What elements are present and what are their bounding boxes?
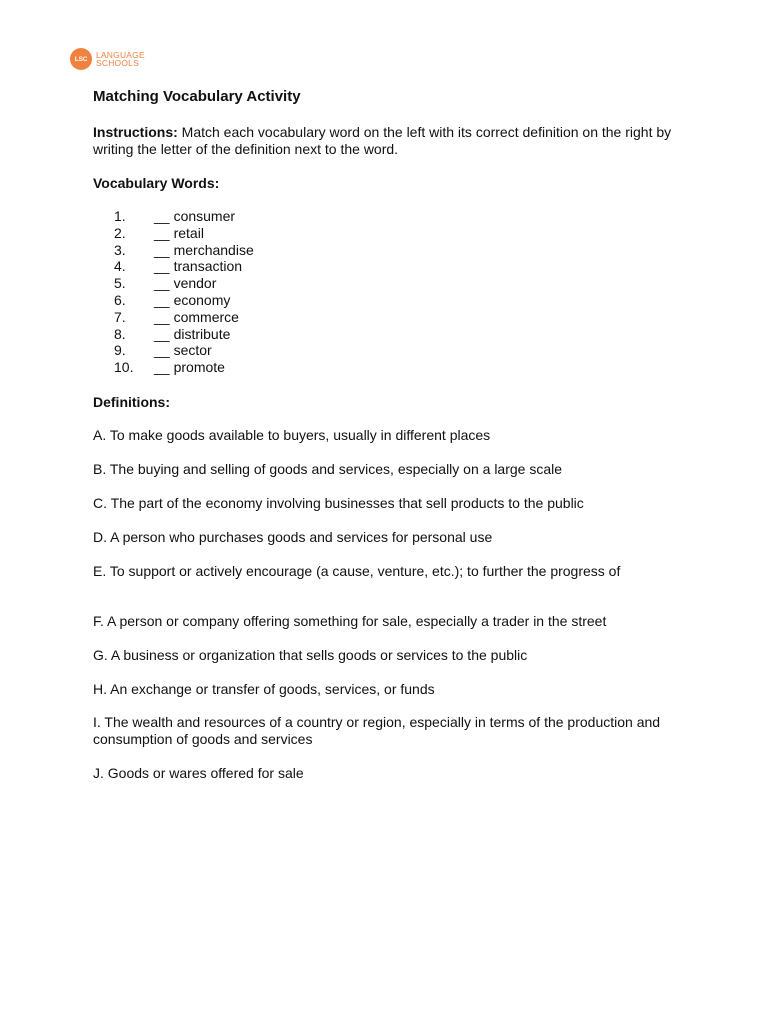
logo-wordmark	[96, 51, 145, 67]
instructions-text: Match each vocabulary word on the left with its correct definition on the right by writing the letter of the definition next to the word.	[93, 124, 672, 157]
vocabulary-word: economy	[173, 291, 231, 308]
vocabulary-list	[114, 208, 254, 376]
definitions-heading: Definitions:	[93, 394, 170, 410]
answer-blank: __	[154, 325, 170, 342]
vocabulary-item	[114, 258, 254, 275]
instructions-label: Instructions:	[93, 124, 178, 140]
vocabulary-heading: Vocabulary Words:	[93, 175, 220, 191]
vocabulary-word: transaction	[173, 258, 243, 275]
vocabulary-item	[114, 309, 254, 326]
vocabulary-word: merchandise	[173, 241, 254, 258]
item-number: 3.	[114, 241, 126, 258]
definition-h: H. An exchange or transfer of goods, services, or funds	[93, 681, 435, 697]
vocabulary-item	[114, 208, 254, 225]
definition-i: I. The wealth and resources of a country or region, especially in terms of the production and consumption of goods and services	[93, 714, 661, 747]
answer-blank: __	[154, 208, 170, 224]
answer-blank: __	[154, 308, 170, 325]
definition-b: B. The buying and selling of goods and services, especially on a large scale	[93, 461, 563, 477]
vocabulary-item	[114, 242, 254, 259]
brand-logo	[70, 48, 145, 70]
vocabulary-word: retail	[173, 224, 204, 241]
vocabulary-item	[114, 275, 254, 292]
definition-a: A. To make goods available to buyers, usually in different places	[93, 427, 491, 443]
item-number: 8.	[114, 325, 126, 342]
vocabulary-item	[114, 292, 254, 309]
vocabulary-word: distribute	[173, 325, 231, 342]
vocabulary-word: consumer	[173, 208, 236, 224]
item-number: 6.	[114, 291, 126, 308]
vocabulary-item	[114, 326, 254, 343]
vocabulary-item	[114, 342, 254, 359]
definition-f: F. A person or company offering something for sale, especially a trader in the street	[93, 613, 607, 629]
answer-blank: __	[154, 224, 170, 241]
vocabulary-item	[114, 225, 254, 242]
item-number: 4.	[114, 258, 126, 275]
instructions	[93, 124, 673, 158]
vocabulary-item	[114, 359, 254, 376]
logo-mark-icon: LSC	[70, 48, 92, 70]
item-number: 7.	[114, 308, 126, 325]
item-number: 2.	[114, 224, 126, 241]
answer-blank: __	[154, 241, 170, 258]
item-number: 1.	[114, 208, 126, 224]
answer-blank: __	[154, 342, 170, 359]
vocabulary-word: sector	[173, 342, 212, 359]
definition-j: J. Goods or wares offered for sale	[93, 765, 304, 781]
vocabulary-word: promote	[173, 359, 225, 376]
definition-d: D. A person who purchases goods and services for personal use	[93, 529, 493, 545]
answer-blank: __	[154, 258, 170, 275]
definition-e: E. To support or actively encourage (a cause, venture, etc.); to further the progress of	[93, 563, 621, 579]
item-number: 10.	[114, 359, 134, 376]
logo-line-1: LANGUAGE	[96, 50, 145, 60]
answer-blank: __	[154, 359, 170, 376]
vocabulary-word: commerce	[173, 308, 239, 325]
answer-blank: __	[154, 275, 170, 292]
logo-line-2: SCHOOLS	[96, 58, 139, 68]
item-number: 9.	[114, 342, 126, 359]
page-title: Matching Vocabulary Activity	[93, 88, 301, 105]
definition-g: G. A business or organization that sells goods or services to the public	[93, 647, 528, 663]
definition-c: C. The part of the economy involving businesses that sell products to the public	[93, 495, 584, 511]
answer-blank: __	[154, 291, 170, 308]
vocabulary-word: vendor	[173, 275, 217, 292]
item-number: 5.	[114, 275, 126, 292]
